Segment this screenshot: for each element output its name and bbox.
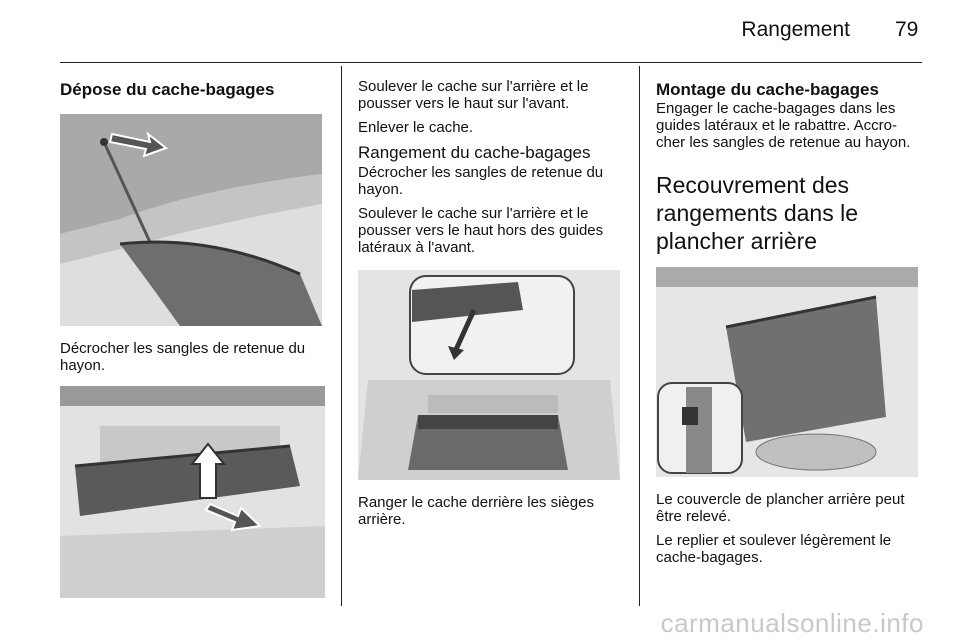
para-soulever-2: Soulever le cache sur l'arrière et le pousser vers le haut hors des guides latéraux à l'avant. [358, 205, 604, 256]
figure-store-behind-seats [358, 270, 620, 480]
para-soulever-1: Soulever le cache sur l'arrière et le pousser vers le haut sur l'avant. [358, 78, 589, 112]
column-3 [656, 80, 921, 573]
column-2 [358, 78, 623, 535]
section-heading-rangement: Rangement du cache-bagages [358, 143, 591, 162]
para-engager: Engager le cache-bagages dans les guides latéraux et le rabattre. Accro-cher les sangles de retenue au hayon. [656, 100, 911, 151]
footer [0, 608, 960, 642]
running-header-title: Rangement [741, 18, 850, 41]
caption-decrocher: Décrocher les sangles de retenue du hayon. [60, 340, 306, 374]
section-heading-depose: Dépose du cache-bagages [60, 80, 275, 99]
header-rule [60, 62, 922, 63]
figure-floor-cover [656, 267, 918, 477]
section-heading-montage: Montage du cache-bagages [656, 80, 879, 99]
para-couvercle: Le couvercle de plancher arrière peut être relevé. [656, 491, 905, 525]
figure-tailgate-strap [60, 114, 322, 326]
figure-cover-lift [60, 386, 325, 598]
watermark: carmanualsonline.info [660, 608, 924, 638]
column-divider-1 [341, 66, 342, 606]
para-ranger: Ranger le cache derrière les sièges arrière. [358, 494, 594, 528]
page-number: 79 [895, 18, 919, 41]
para-decrocher: Décrocher les sangles de retenue du hayon. [358, 164, 604, 198]
para-enlever: Enlever le cache. [358, 119, 474, 136]
column-divider-2 [639, 66, 640, 606]
column-1 [60, 80, 325, 612]
section-heading-recouvrement: Recouvrement des rangements dans le plancher arrière [656, 172, 859, 254]
para-replier: Le replier et soulever légèrement le cache-bagages. [656, 532, 892, 566]
